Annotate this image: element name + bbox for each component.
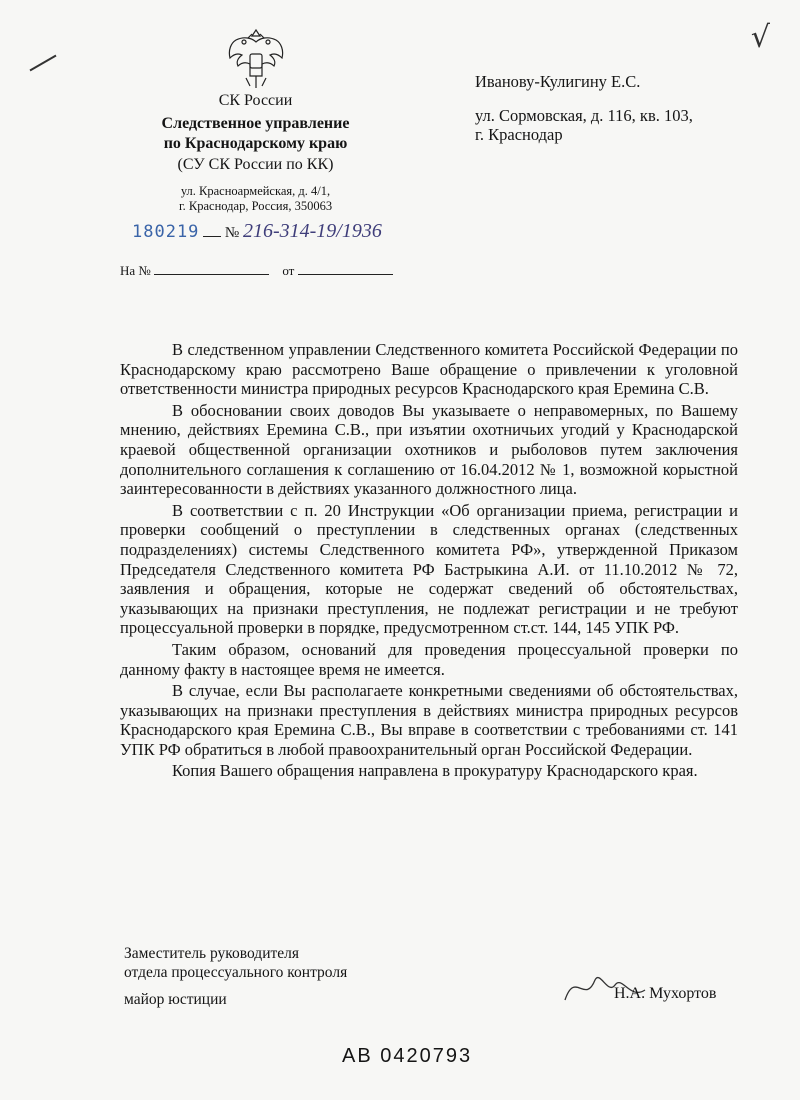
signatory-rank: майор юстиции: [124, 991, 227, 1008]
reference-from-label: от: [282, 263, 295, 278]
registration-no-label: №: [224, 225, 240, 241]
registration-number: 216-314-19/1936: [242, 220, 382, 242]
pen-mark: [30, 55, 57, 72]
recipient-street: ул. Сормовская, д. 116, кв. 103,: [475, 106, 693, 125]
form-serial-number: АВ 0420793: [342, 1045, 473, 1067]
org-line-1: СК России: [218, 92, 293, 109]
recipient-city: г. Краснодар: [475, 125, 563, 144]
checkmark-icon: √: [750, 20, 770, 55]
org-title: [128, 114, 383, 154]
recipient-name: Иванову-Кулигину Е.С.: [475, 72, 641, 91]
signatory-position-line-1: Заместитель руководителя: [124, 945, 300, 962]
paragraph-6: Копия Вашего обращения направлена в прокуратуру Краснодарского края.: [172, 761, 698, 781]
double-headed-eagle-emblem-icon: [222, 28, 290, 90]
reference-row: [120, 262, 393, 279]
signatory-position: [124, 944, 347, 982]
reference-number-blank: [154, 262, 269, 275]
letter-body: [120, 340, 738, 783]
reference-date-blank: [298, 262, 393, 275]
signatory-position-line-2: отдела процессуального контроля: [124, 964, 348, 981]
org-abbreviation: (СУ СК России по КК): [177, 156, 334, 173]
recipient-address: [475, 106, 693, 144]
paragraph-1: В следственном управлении Следственного комитета Российской Федерации по Краснодарскому краю рассмотрено Ваше обращение о привлечении к уголовной ответственности министра природных ресурсов Краснодарского края Еремина С.В.: [120, 340, 738, 399]
org-address-line-1: ул. Красноармейская, д. 4/1,: [180, 184, 331, 198]
paragraph-3: В соответствии с п. 20 Инструкции «Об организации приема, регистрации и проверки сообщений о преступлении в следственных органах (следственных подразделениях) системы Следственного комитета РФ», утвержденной Приказом Председателя Следственного комитета РФ Бастрыкина А.И. от 11.10.2012 № 72, заявления и обращения, которые не содержат сведений об обстоятельствах, указывающих на признаки преступления, не подлежат регистрации и не требуют процессуальной проверки в порядке, предусмотренном ст.ст. 144, 145 УПК РФ.: [120, 500, 738, 638]
org-address-line-2: г. Краснодар, Россия, 350063: [178, 199, 333, 213]
paragraph-5: В случае, если Вы располагаете конкретными сведениями об обстоятельствах, указывающих на признаки преступления в действиях министра природных ресурсов Краснодарского края Еремина С.В., Вы вправе в соответствии с требованиями ст. 141 УПК РФ обратиться в любой правоохранительный орган Российской Федерации.: [120, 681, 738, 759]
signatory-name: Н.А. Мухортов: [614, 985, 717, 1002]
registration-row: [132, 220, 382, 243]
org-title-line-1: Следственное управление: [161, 115, 350, 132]
org-address: [128, 184, 383, 214]
paragraph-4: Таким образом, оснований для проведения процессуальной проверки по данному факту в настоящее время не имеется.: [120, 639, 738, 679]
registration-date: 180219: [132, 222, 200, 242]
org-title-line-2: по Краснодарскому краю: [163, 135, 348, 152]
reference-label: На №: [120, 263, 151, 278]
paragraph-2: В обосновании своих доводов Вы указываете о неправомерных, по Вашему мнению, действиях Еремина С.В., при изъятии охотничьих угодий у Краснодарской краевой общественной организации охотников и рыболовов путем заключения дополнительного соглашения к соглашению от 16.04.2012 № 1, возможной корыстной заинтересованности в действиях указанного должностного лица.: [120, 400, 738, 499]
